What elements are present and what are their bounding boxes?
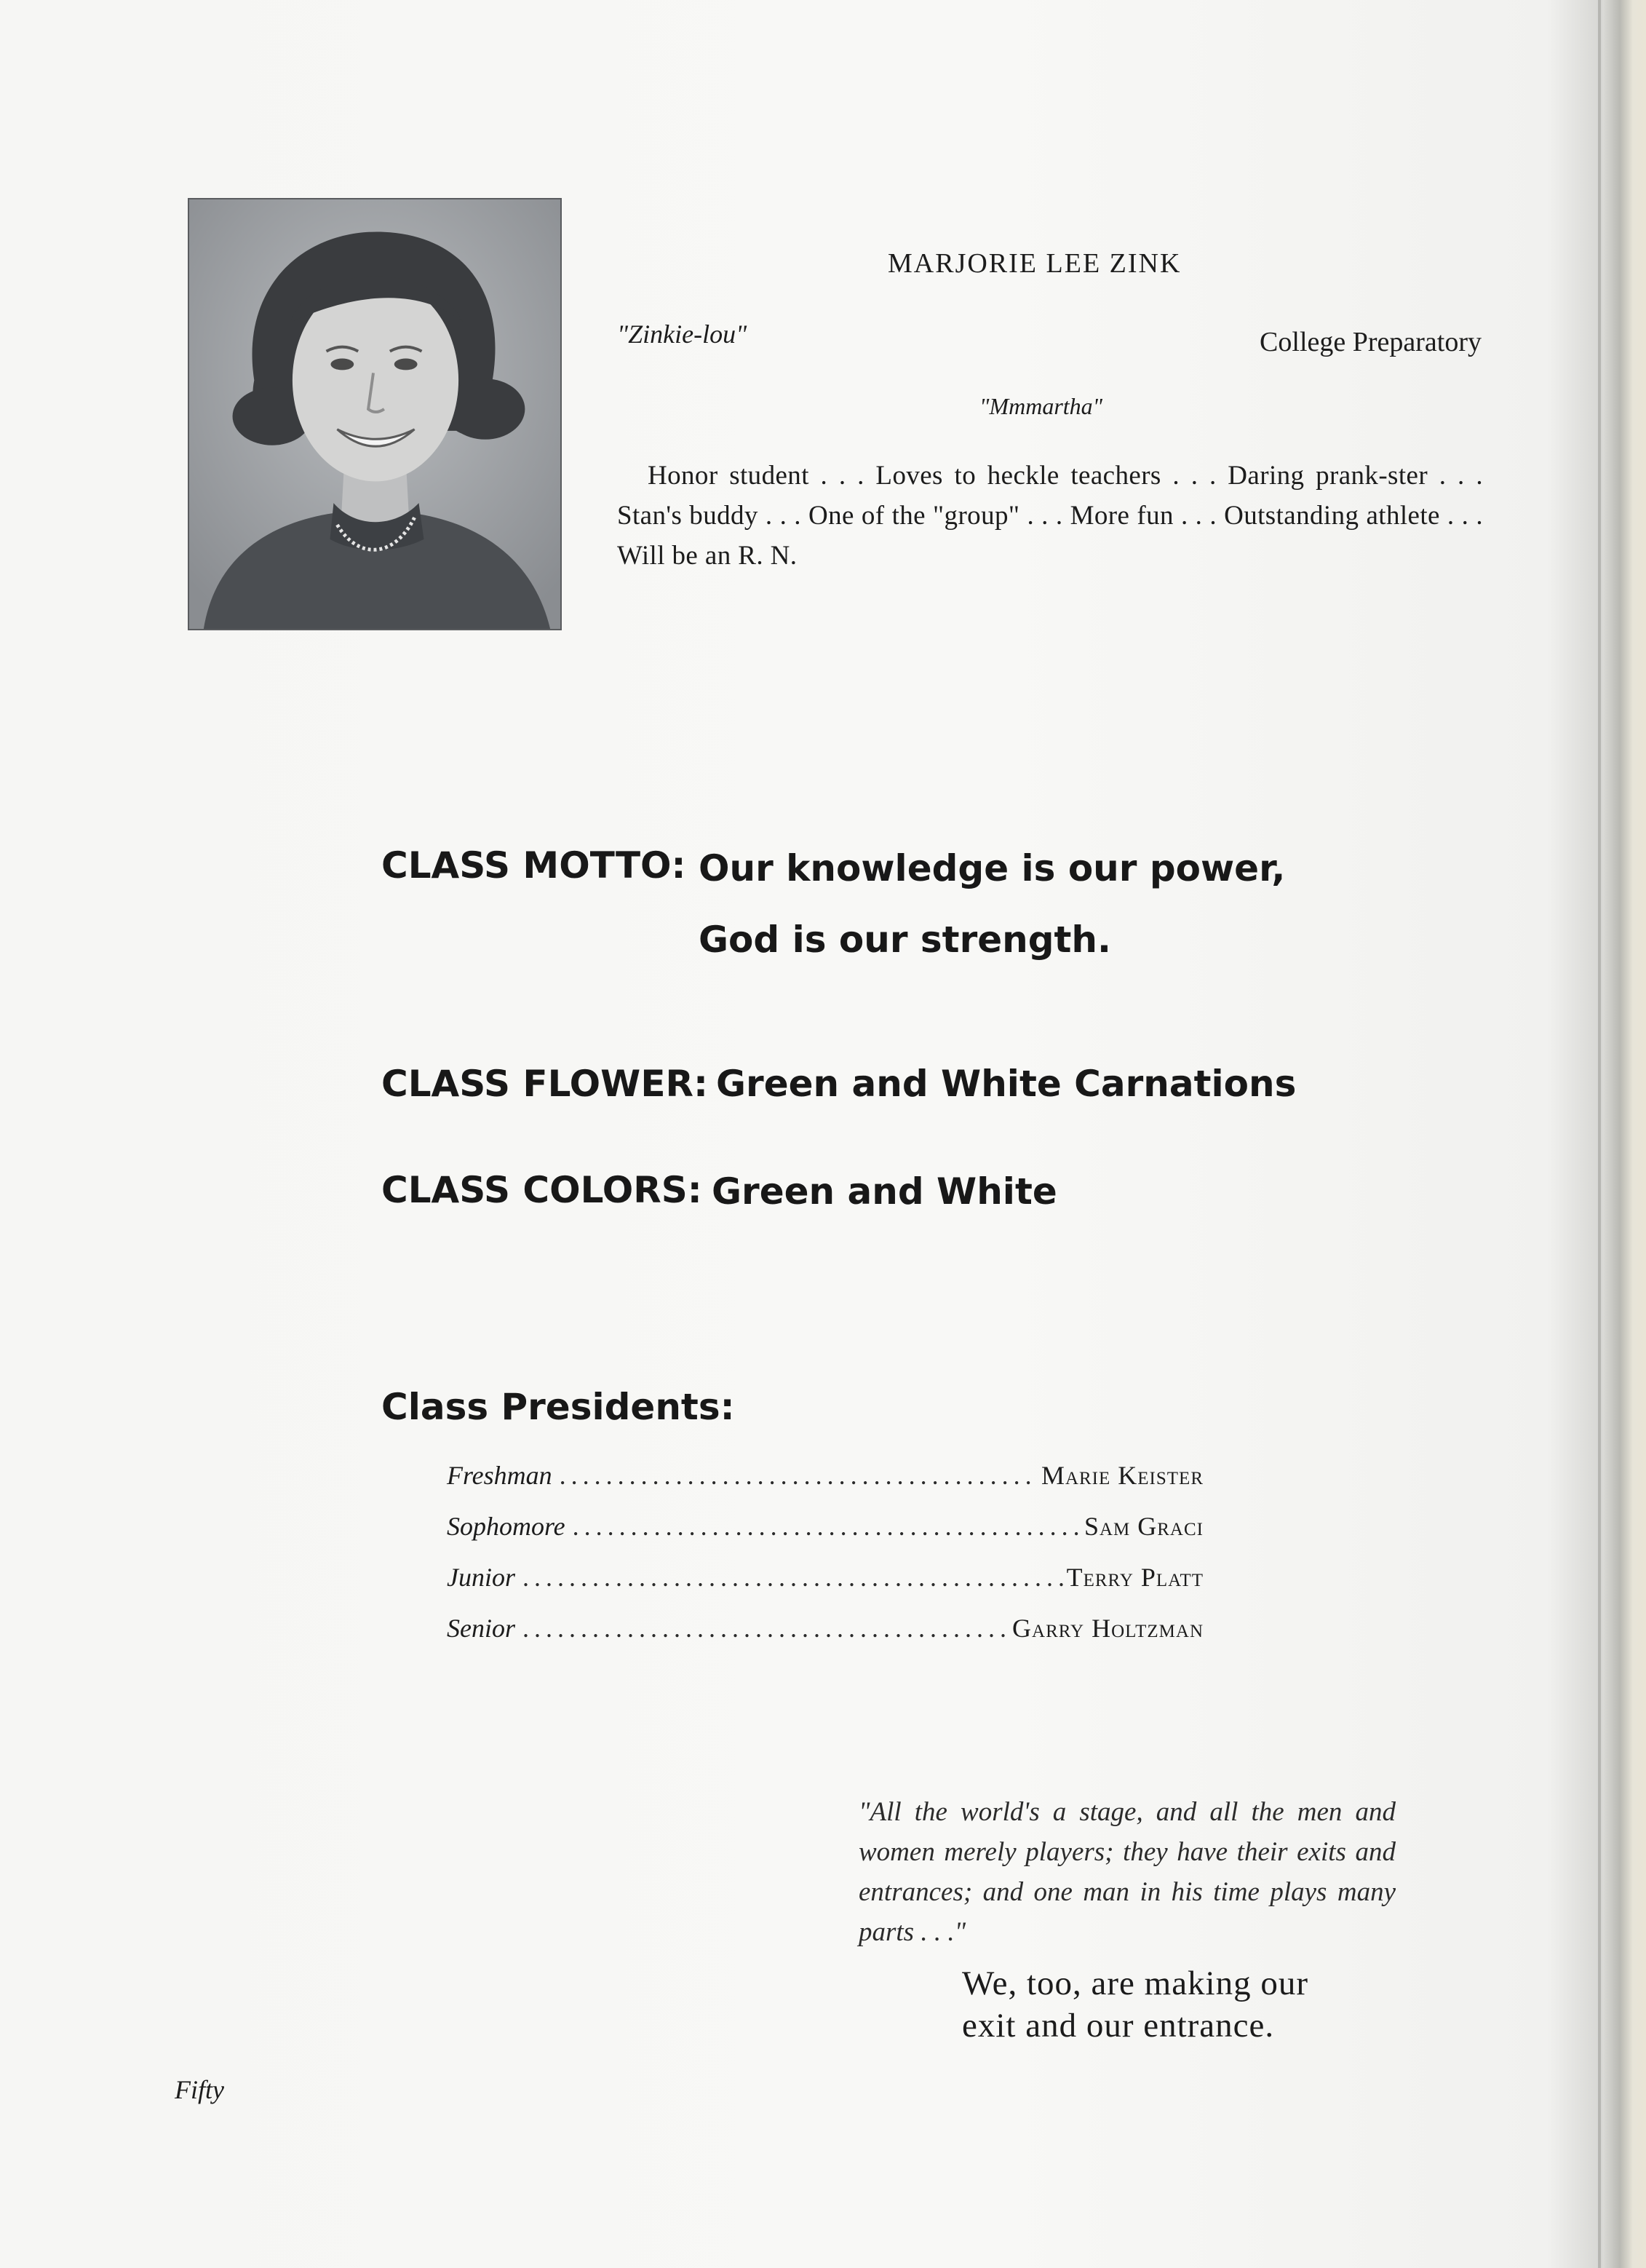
dot-leader — [522, 1613, 1009, 1643]
president-row — [447, 1613, 1204, 1664]
class-presidents-list — [447, 1460, 1204, 1664]
class-colors-value: Green and White — [712, 1170, 1057, 1213]
page-number: Fifty — [175, 2075, 224, 2104]
student-name: MARJORIE LEE ZINK — [888, 248, 1182, 279]
president-role: Sophomore — [447, 1512, 565, 1541]
shakespeare-quote: "All the world's a stage, and all the men and women merely players; they have their exits and entrances; and one man in his time plays many parts . . ." — [859, 1797, 1396, 1947]
page-binding — [1602, 0, 1646, 2268]
class-colors-label: CLASS COLORS: — [381, 1169, 702, 1211]
student-saying: "Mmmartha" — [979, 393, 1103, 419]
class-motto-label: CLASS MOTTO: — [381, 844, 686, 887]
page-binding-edge — [1598, 0, 1601, 2268]
dot-leader — [522, 1562, 1064, 1593]
student-portrait — [188, 198, 562, 630]
class-flower-label: CLASS FLOWER: — [381, 1063, 708, 1105]
class-presidents-heading: Class Presidents: — [381, 1386, 735, 1428]
dot-leader — [560, 1460, 1038, 1491]
president-name: Sam Graci — [1084, 1512, 1204, 1541]
class-motto-line-2: God is our strength. — [699, 919, 1112, 961]
president-row — [447, 1511, 1204, 1562]
class-motto-line-1: Our knowledge is our power, — [699, 847, 1286, 889]
dot-leader — [573, 1511, 1081, 1542]
president-row — [447, 1460, 1204, 1511]
president-role: Senior — [447, 1614, 515, 1643]
class-flower-value: Green and White Carnations — [716, 1063, 1297, 1105]
student-nickname: "Zinkie-lou" — [617, 320, 747, 349]
closing-line-2: exit and our entrance. — [962, 2007, 1275, 2045]
president-name: Marie Keister — [1041, 1461, 1204, 1490]
president-role: Junior — [447, 1563, 515, 1592]
student-course: College Preparatory — [1260, 327, 1482, 357]
student-bio: Honor student . . . Loves to heckle teachers . . . Daring prank-ster . . . Stan's buddy . . . One of the "group" . . . More fun . . . Outstanding athlete . . . Will be an R. N. — [617, 461, 1483, 571]
president-name: Garry Holtzman — [1012, 1614, 1204, 1643]
closing-line-1: We, too, are making our — [962, 1964, 1309, 2002]
closing-statement — [962, 1962, 1413, 2047]
president-name: Terry Platt — [1066, 1563, 1204, 1592]
president-role: Freshman — [447, 1461, 552, 1490]
president-row — [447, 1562, 1204, 1613]
